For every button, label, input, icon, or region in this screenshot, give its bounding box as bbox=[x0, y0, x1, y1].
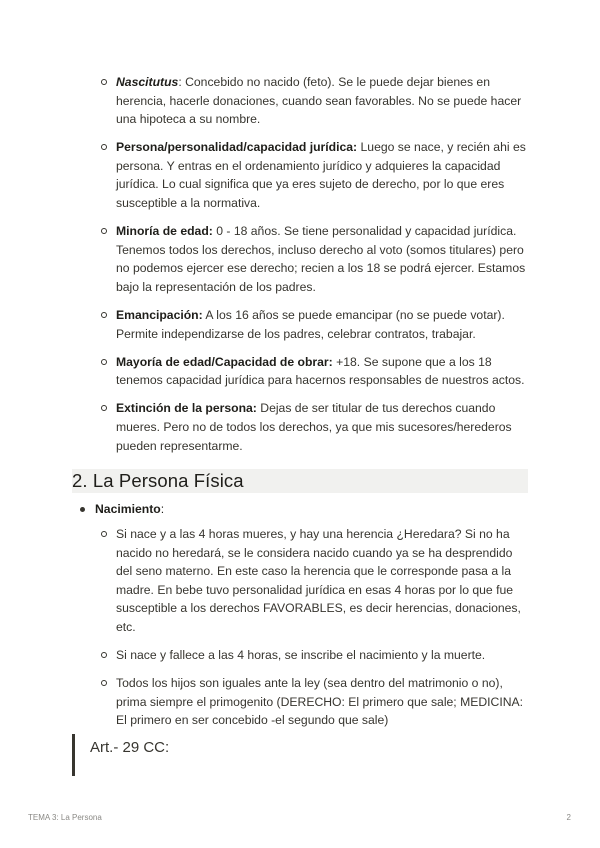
list-item bbox=[100, 138, 528, 212]
footer-document-title: TEMA 3: La Persona bbox=[28, 813, 102, 822]
hollow-bullet-icon bbox=[101, 680, 107, 686]
hollow-bullet-icon bbox=[101, 405, 107, 411]
item-text: Si nace y a las 4 horas mueres, y hay una herencia ¿Heredara? Si no ha nacido no heredará, se le considera nacido cuando ya se ha desprendido del seno materno. En este caso la herencia que le corresponde pasa a la madre. En bebe tuvo personalidad jurídica en esas 4 horas por lo que fue susceptible a los derechos FAVORABLES, es decir herencias, donaciones, etc. bbox=[116, 527, 521, 634]
section-heading: 2. La Persona Física bbox=[72, 469, 528, 493]
hollow-bullet-icon bbox=[101, 312, 107, 318]
hollow-bullet-icon bbox=[101, 652, 107, 658]
list-item bbox=[100, 222, 528, 296]
quote-block bbox=[72, 734, 531, 776]
list-item bbox=[100, 399, 528, 455]
item-term: Emancipación: bbox=[116, 308, 203, 323]
hollow-bullet-icon bbox=[101, 359, 107, 365]
list-item bbox=[100, 646, 528, 665]
filled-bullet-icon bbox=[80, 507, 85, 512]
list-item bbox=[100, 353, 528, 390]
item-term: Nascitutus bbox=[116, 75, 179, 89]
list-item bbox=[100, 73, 528, 129]
hollow-bullet-icon bbox=[101, 144, 107, 150]
item-term: Mayoría de edad/Capacidad de obrar: bbox=[116, 354, 333, 369]
item-text: A los 16 años se puede emancipar (no se puede votar). Permite independizarse de los padres, celebrar contratos, trabajar. bbox=[116, 308, 505, 341]
list-item bbox=[100, 525, 528, 637]
birth-notes-list bbox=[100, 525, 528, 739]
item-text: +18. Se supone que a los 18 tenemos capacidad jurídica para hacernos responsables de nuestros actos. bbox=[116, 354, 525, 388]
item-text: Dejas de ser titular de tus derechos cuando mueres. Pero no de todos los derechos, ya que mis sucesores/herederos pueden representarme. bbox=[116, 401, 512, 453]
list-item bbox=[100, 674, 528, 730]
item-term: Extinción de la persona: bbox=[116, 401, 257, 416]
item-text: : Concebido no nacido (feto). Se le puede dejar bienes en herencia, hacerle donaciones, cuando sean favorables. No se puede hacer una hipoteca a su nombre. bbox=[116, 75, 522, 127]
footer-page-number: 2 bbox=[566, 813, 571, 822]
item-term: Minoría de edad: bbox=[116, 224, 213, 239]
hollow-bullet-icon bbox=[101, 228, 107, 234]
item-text: Todos los hijos son iguales ante la ley (sea dentro del matrimonio o no), prima siempre el primogenito (DERECHO: El primero que sale; MEDICINA: El primero en ser concebido -el segundo que sale) bbox=[116, 676, 524, 728]
item-term: Nacimiento: bbox=[95, 502, 165, 516]
item-text: Si nace y fallece a las 4 horas, se inscribe el nacimiento y la muerte. bbox=[116, 648, 486, 663]
hollow-bullet-icon bbox=[101, 531, 107, 537]
person-stages-list bbox=[100, 73, 528, 465]
item-term: Persona/personalidad/capacidad jurídica: bbox=[116, 140, 358, 155]
hollow-bullet-icon bbox=[101, 79, 107, 85]
quote-text: Art.- 29 CC: bbox=[90, 739, 170, 756]
list-item bbox=[100, 306, 528, 343]
item-text: 0 - 18 años. Se tiene personalidad y capacidad jurídica. Tenemos todos los derechos, incluso derecho al voto (somos titulares) pero no podemos ejercer ese derecho; recien a los 18 se podrá ejercer. Estamos bajo la representación de los padres. bbox=[116, 224, 526, 294]
item-text: Luego se nace, y recién ahi es persona. Y entras en el ordenamiento jurídico y adquieres la capacidad jurídica. Lo cual significa que ya eres sujeto de derecho, por lo que eres susceptible a la normativa. bbox=[116, 140, 526, 211]
